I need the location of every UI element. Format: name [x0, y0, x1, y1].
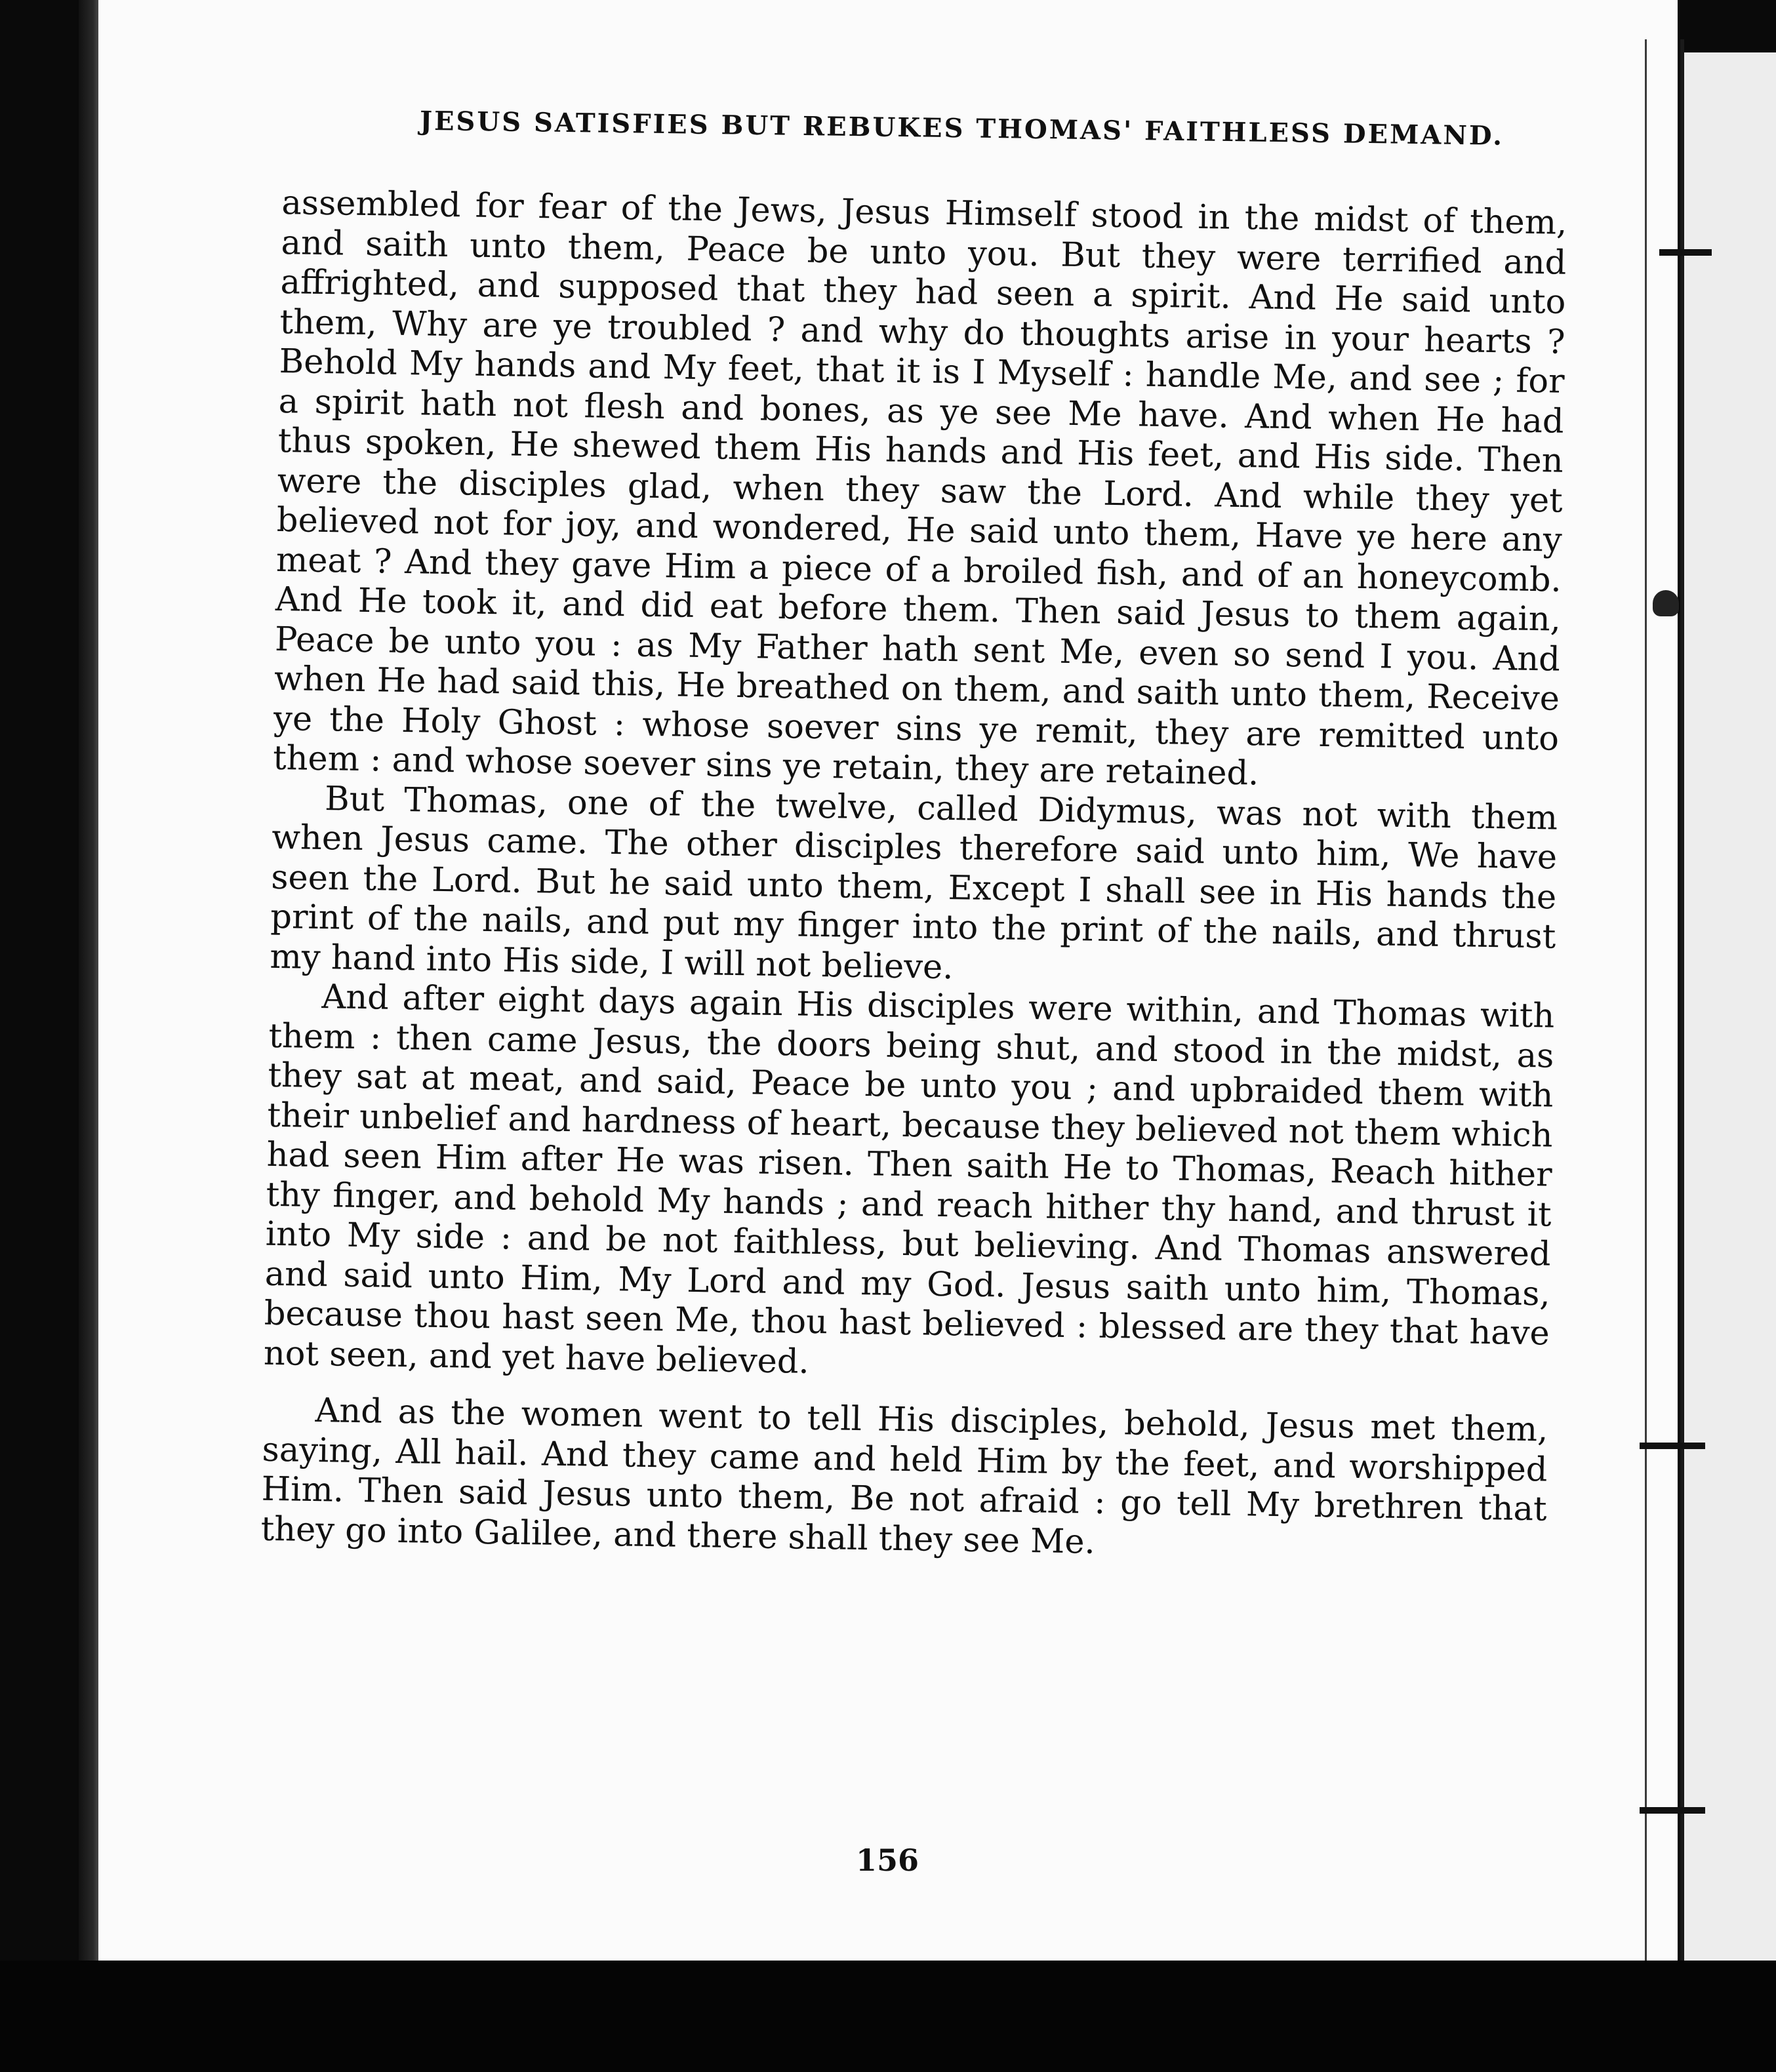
scan-mark — [1659, 249, 1712, 256]
paragraph: And after eight days again His disciples were within, and Thomas with them : then came Jesus, the doors being shut, and stood in the midst, as they sat at meat, and said, Peace be unto you ; and upbraided them with their unbelief and hardness of heart, because they believed not them which had seen Him after He was risen. Then saith He to Thomas, Reach hither thy finger, and behold My hands ; and reach hither thy hand, and thrust it into My side : and be not faithless, but believing. And Thomas answered and said unto Him, My Lord and my God. Jesus saith unto him, Thomas, because thou hast seen Me, thou hast believed : blessed are they that have not seen, and yet have believed. — [263, 978, 1555, 1382]
running-head: JESUS SATISFIES BUT REBUKES THOMAS' FAITHLESS DEMAND. — [419, 105, 1504, 151]
scan-background — [0, 1961, 1776, 2072]
binding-clip-icon — [1653, 590, 1679, 616]
page-edge-line — [1645, 39, 1647, 1974]
scan-mark — [1640, 1807, 1705, 1814]
paragraph: But Thomas, one of the twelve, called Didymus, was not with them when Jesus came. The other disciples therefore said unto him, We have seen the Lord. But he said unto them, Except I shall see in His hands the print of the nails, and put my finger into the print of the nails, and thrust my hand into His side, I will not believe. — [270, 779, 1558, 987]
body-text — [260, 184, 1567, 1570]
paragraph: assembled for fear of the Jews, Jesus Himself stood in the midst of them, and saith unto them, Peace be unto you. But they were terrified and affrighted, and supposed that they had seen a spirit. And He said unto them, Why are ye troubled ? and why do thoughts arise in your hearts ? Behold My hands and My feet, that it is I Myself : handle Me, and see ; for a spirit hath not flesh and bones, as ye see Me have. And when He had thus spoken, He shewed them His hands and His feet, and His side. Then were the disciples glad, when they saw the Lord. And while they yet believed not for joy, and wondered, He said unto them, Have ye here any meat ? And they gave Him a piece of a broiled fish, and of an honeycomb. And He took it, and did eat before them. Then said Jesus to them again, Peace be unto you : as My Father hath sent Me, even so send I you. And when He had said this, He breathed on them, and saith unto them, Receive ye the Holy Ghost : whose soever sins ye remit, they are remitted unto them : and whose soever sins ye retain, they are retained. — [272, 184, 1567, 793]
paragraph: And as the women went to tell His disciples, behold, Jesus met them, saying, All hail. And they came and held Him by the feet, and worshipped Him. Then said Jesus unto them, Be not afraid : go tell My brethren that they go into Galilee, and there shall they see Me. — [260, 1391, 1548, 1562]
scan-mark — [1640, 1443, 1705, 1449]
page-number: 156 — [856, 1843, 919, 1878]
facing-page-edge — [1684, 52, 1776, 1987]
